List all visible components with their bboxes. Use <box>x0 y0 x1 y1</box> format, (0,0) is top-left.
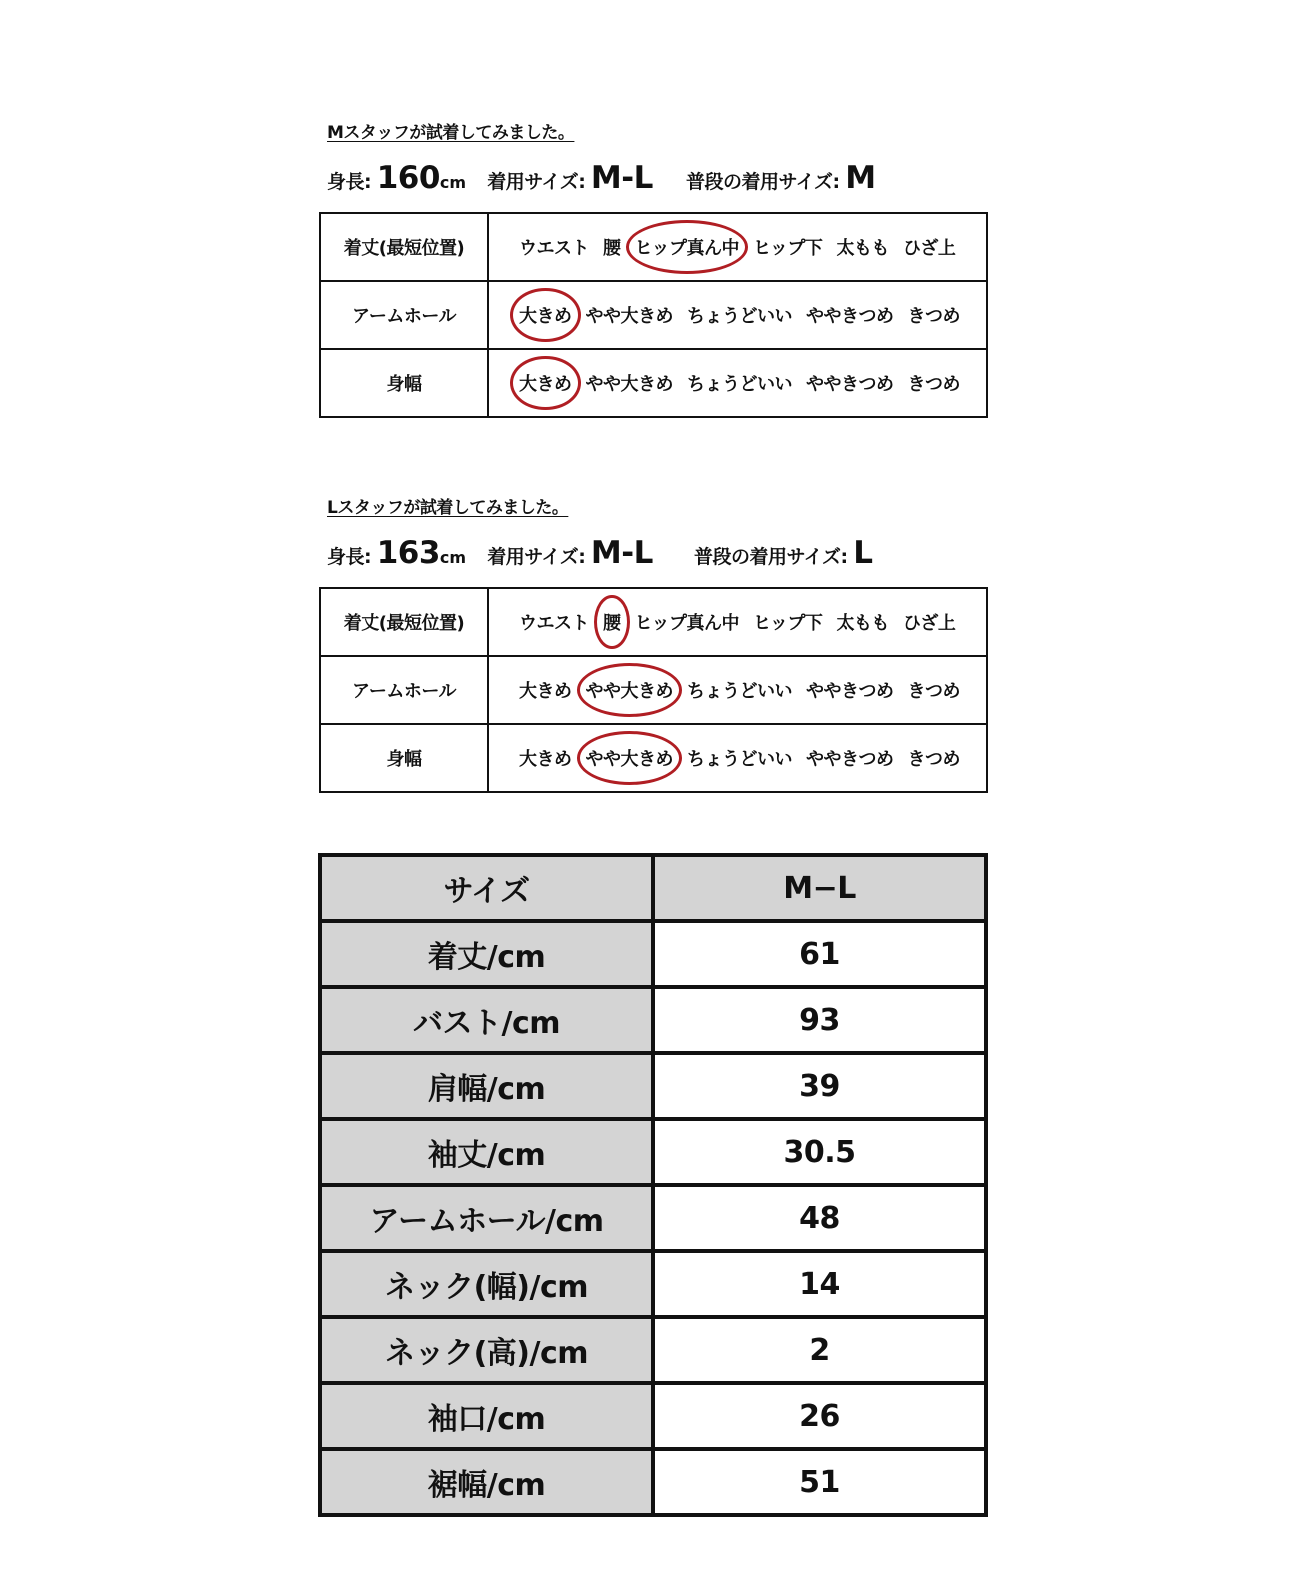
fit-option-selected: やや大きめ <box>586 745 674 771</box>
fit-option: ややきつめ <box>806 681 894 702</box>
fit-option-selected: ヒップ真ん中 <box>635 234 739 260</box>
spec-key: 肩幅/cm <box>320 1053 653 1119</box>
fit-option: ひざ上 <box>902 238 956 259</box>
spec-row <box>320 1449 986 1515</box>
m-staff-fit-table <box>319 212 988 418</box>
worn-size-label: 着用サイズ: <box>487 171 586 193</box>
m-staff-info <box>327 160 876 196</box>
fit-option: ヒップ真ん中 <box>634 613 739 634</box>
usual-size-value: M <box>845 160 876 196</box>
fit-option: きつめ <box>907 306 960 327</box>
fit-option: ヒップ下 <box>752 613 823 634</box>
spec-value: 51 <box>653 1449 986 1515</box>
worn-size-value: M-L <box>590 535 653 571</box>
fit-option: ちょうどいい <box>687 749 792 770</box>
spec-key: 着丈/cm <box>320 921 653 987</box>
l-staff-heading: Lスタッフが試着してみました。 <box>327 498 569 518</box>
fit-option: 大きめ <box>519 749 572 770</box>
spec-key: ネック(高)/cm <box>320 1317 653 1383</box>
height-value: 163 <box>376 535 440 571</box>
fit-row-label: アームホール <box>320 281 488 349</box>
fit-row-options <box>488 281 987 349</box>
spec-header-value: M−L <box>653 855 986 921</box>
spec-row <box>320 1383 986 1449</box>
usual-size-value: L <box>853 535 873 571</box>
fit-option: やや大きめ <box>585 306 673 327</box>
m-staff-heading: Mスタッフが試着してみました。 <box>327 123 575 143</box>
fit-option: 太もも <box>836 238 889 259</box>
fit-option: ウエスト <box>519 238 589 259</box>
fit-option: ややきつめ <box>806 749 894 770</box>
fit-option: きつめ <box>907 374 960 395</box>
fit-row-options <box>488 656 987 724</box>
fit-row-options <box>488 588 987 656</box>
worn-size-value: M-L <box>590 160 653 196</box>
spec-value: 48 <box>653 1185 986 1251</box>
fit-option: ひざ上 <box>902 613 956 634</box>
spec-row <box>320 1053 986 1119</box>
fit-option-selected: 腰 <box>603 609 621 635</box>
spec-key: 袖丈/cm <box>320 1119 653 1185</box>
fit-row <box>320 724 987 792</box>
l-staff-info <box>327 535 872 571</box>
fit-row <box>320 349 987 417</box>
spec-value: 39 <box>653 1053 986 1119</box>
fit-row <box>320 588 987 656</box>
worn-size-label: 着用サイズ: <box>487 546 586 568</box>
spec-header-key: サイズ <box>320 855 653 921</box>
spec-value: 61 <box>653 921 986 987</box>
height-label: 身長: <box>327 546 372 568</box>
fit-option: やや大きめ <box>585 374 673 395</box>
fit-row <box>320 281 987 349</box>
fit-row <box>320 656 987 724</box>
fit-option: 大きめ <box>519 681 572 702</box>
fit-row <box>320 213 987 281</box>
size-spec-table <box>318 853 988 1517</box>
spec-key: 袖口/cm <box>320 1383 653 1449</box>
height-unit: cm <box>439 173 467 192</box>
fit-option: ウエスト <box>519 613 589 634</box>
fit-option: きつめ <box>907 681 960 702</box>
fit-row-options <box>488 724 987 792</box>
fit-option: ややきつめ <box>806 374 894 395</box>
l-staff-fit-table <box>319 587 988 793</box>
spec-key: バスト/cm <box>320 987 653 1053</box>
fit-row-options <box>488 213 987 281</box>
spec-value: 14 <box>653 1251 986 1317</box>
usual-size-label: 普段の着用サイズ: <box>686 171 840 193</box>
spec-key: アームホール/cm <box>320 1185 653 1251</box>
fit-row-label: アームホール <box>320 656 488 724</box>
spec-key: ネック(幅)/cm <box>320 1251 653 1317</box>
fit-option-selected: 大きめ <box>519 370 572 396</box>
fit-row-label: 身幅 <box>320 724 488 792</box>
usual-size-label: 普段の着用サイズ: <box>694 546 848 568</box>
fit-option-selected: やや大きめ <box>586 677 674 703</box>
height-label: 身長: <box>327 171 372 193</box>
spec-row <box>320 921 986 987</box>
height-unit: cm <box>439 548 467 567</box>
fit-option: 太もも <box>836 613 889 634</box>
spec-header-row <box>320 855 986 921</box>
spec-row <box>320 1185 986 1251</box>
fit-option: ややきつめ <box>806 306 894 327</box>
fit-option: ちょうどいい <box>687 306 792 327</box>
fit-option: ちょうどいい <box>687 374 792 395</box>
fit-row-label: 身幅 <box>320 349 488 417</box>
spec-value: 26 <box>653 1383 986 1449</box>
spec-value: 93 <box>653 987 986 1053</box>
spec-value: 30.5 <box>653 1119 986 1185</box>
fit-option: 腰 <box>603 238 621 259</box>
fit-option: ヒップ下 <box>752 238 823 259</box>
fit-row-label: 着丈(最短位置) <box>320 588 488 656</box>
height-value: 160 <box>376 160 440 196</box>
spec-key: 裾幅/cm <box>320 1449 653 1515</box>
fit-row-label: 着丈(最短位置) <box>320 213 488 281</box>
spec-row <box>320 1317 986 1383</box>
fit-option: きつめ <box>907 749 960 770</box>
spec-row <box>320 1251 986 1317</box>
spec-row <box>320 987 986 1053</box>
spec-row <box>320 1119 986 1185</box>
fit-option-selected: 大きめ <box>519 302 572 328</box>
spec-value: 2 <box>653 1317 986 1383</box>
fit-row-options <box>488 349 987 417</box>
fit-option: ちょうどいい <box>687 681 792 702</box>
